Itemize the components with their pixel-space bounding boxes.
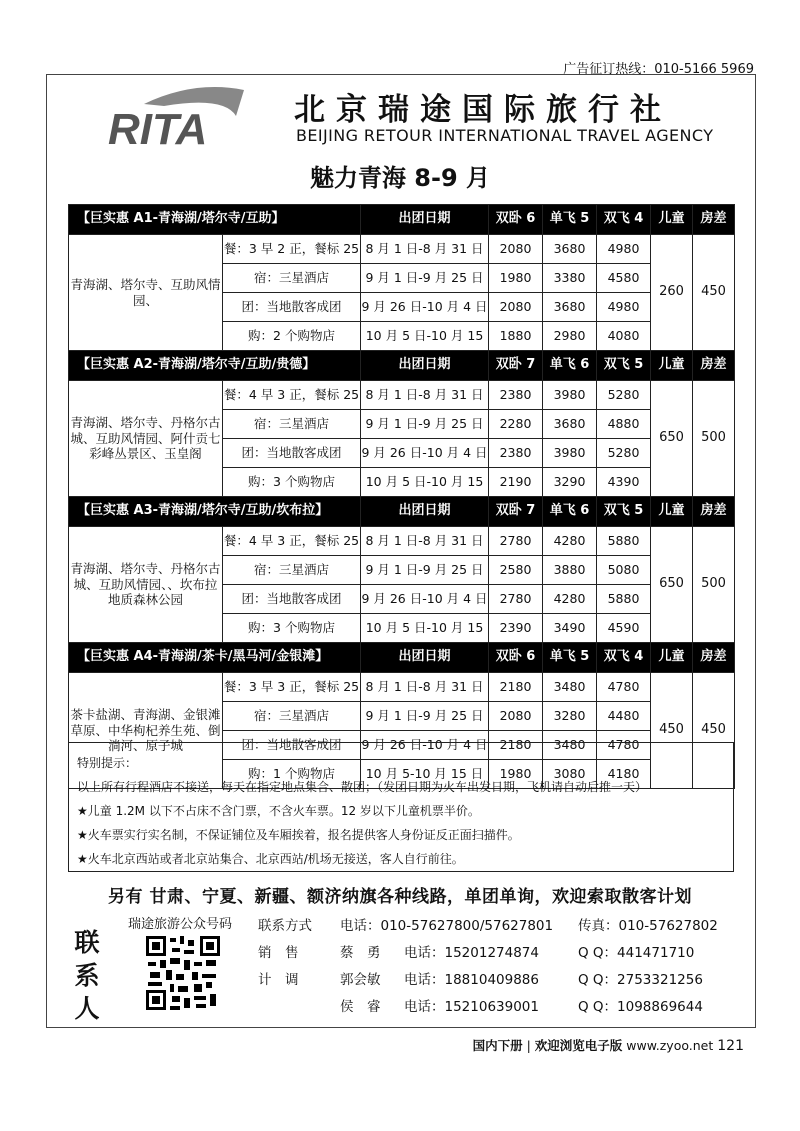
child-header: 儿童	[651, 351, 693, 381]
tour-info: 宿：三星酒店	[223, 264, 361, 293]
room-header: 房差	[693, 205, 735, 235]
tour-info: 团：当地散客成团	[223, 585, 361, 614]
contact-qq: Q Q：1098869644	[578, 999, 703, 1015]
price-cell: 4180	[597, 760, 651, 789]
price-cell: 2380	[489, 439, 543, 468]
price-cell: 2080	[489, 702, 543, 731]
price-header: 双卧 7	[489, 497, 543, 527]
contact-fax: 传真：010-57627802	[578, 918, 718, 934]
depart-date: 9 月 1 日-9 月 25 日	[361, 264, 489, 293]
contact-method-label: 联系方式	[258, 918, 312, 934]
price-header: 单飞 5	[543, 205, 597, 235]
child-header: 儿童	[651, 497, 693, 527]
note-line: ★儿童 1.2M 以下不占床不含门票，不含火车票。12 岁以下儿童机票半价。	[77, 804, 480, 818]
price-header: 双卧 6	[489, 205, 543, 235]
price-cell: 3880	[543, 556, 597, 585]
price-cell: 3480	[543, 673, 597, 702]
date-header: 出团日期	[361, 205, 489, 235]
tour-places: 青海湖、塔尔寺、丹格尔古城、互助风情园、、坎布拉地质森林公园	[69, 527, 223, 643]
tour-info: 团：当地散客成团	[223, 731, 361, 760]
price-cell: 4280	[543, 527, 597, 556]
tour-name: 【巨实惠 A3-青海湖/塔尔寺/互助/坎布拉】	[69, 497, 361, 527]
price-cell: 1980	[489, 760, 543, 789]
contact-qq: Q Q：441471710	[578, 945, 695, 961]
footer-site: www.zyoo.net	[626, 1038, 714, 1053]
contact-tel: 电话：15201274874	[404, 945, 539, 961]
room-diff: 450	[693, 235, 735, 351]
price-cell: 4590	[597, 614, 651, 643]
tour-name: 【巨实惠 A4-青海湖/茶卡/黑马河/金银滩】	[69, 643, 361, 673]
price-cell: 1880	[489, 322, 543, 351]
price-header: 双飞 5	[597, 497, 651, 527]
depart-date: 10 月 5-10 月 15 日	[361, 760, 489, 789]
room-header: 房差	[693, 497, 735, 527]
price-cell: 5280	[597, 439, 651, 468]
child-header: 儿童	[651, 643, 693, 673]
price-cell: 5880	[597, 527, 651, 556]
contact-phone: 电话：010-57627800/57627801	[340, 918, 554, 934]
child-price: 450	[651, 673, 693, 789]
price-cell: 5080	[597, 556, 651, 585]
price-cell: 2080	[489, 293, 543, 322]
tour-name: 【巨实惠 A2-青海湖/塔尔寺/互助/贵德】	[69, 351, 361, 381]
tour-info: 餐：4 早 3 正，餐标 25	[223, 527, 361, 556]
tour-info: 餐：4 早 3 正，餐标 25	[223, 381, 361, 410]
price-cell: 4980	[597, 235, 651, 264]
contact-name: 蔡 勇	[340, 945, 381, 961]
agency-name-en: BEIJING RETOUR INTERNATIONAL TRAVEL AGENCY	[296, 126, 714, 145]
tour-info: 餐：3 早 2 正，餐标 25	[223, 235, 361, 264]
price-cell: 4480	[597, 702, 651, 731]
price-cell: 2780	[489, 527, 543, 556]
depart-date: 10 月 5 日-10 月 15	[361, 614, 489, 643]
price-cell: 4980	[597, 293, 651, 322]
price-header: 单飞 6	[543, 497, 597, 527]
price-cell: 5880	[597, 585, 651, 614]
notes-title: 特别提示：	[77, 756, 138, 770]
tour-info: 团：当地散客成团	[223, 439, 361, 468]
note-line: ★火车票实行实名制，不保证铺位及车厢挨着，报名提供客人身份证反正面扫描件。	[77, 828, 520, 842]
footer-section: 国内下册	[472, 1038, 523, 1053]
tour-name: 【巨实惠 A1-青海湖/塔尔寺/互助】	[69, 205, 361, 235]
date-header: 出团日期	[361, 351, 489, 381]
depart-date: 8 月 1 日-8 月 31 日	[361, 527, 489, 556]
room-header: 房差	[693, 643, 735, 673]
price-cell: 4880	[597, 410, 651, 439]
contact-role: 销 售	[258, 945, 299, 961]
price-cell: 2390	[489, 614, 543, 643]
tour-info: 购：3 个购物店	[223, 614, 361, 643]
price-cell: 3380	[543, 264, 597, 293]
footer-slogan: 欢迎浏览电子版	[534, 1038, 623, 1053]
contact-name: 侯 睿	[340, 999, 381, 1015]
contact-tel: 电话：15210639001	[404, 999, 539, 1015]
price-cell: 3680	[543, 235, 597, 264]
depart-date: 8 月 1 日-8 月 31 日	[361, 381, 489, 410]
price-cell: 2380	[489, 381, 543, 410]
price-cell: 2980	[543, 322, 597, 351]
depart-date: 9 月 1 日-9 月 25 日	[361, 702, 489, 731]
ad-hotline: 广告征订热线：010-5166 5969	[563, 62, 754, 77]
price-cell: 3980	[543, 439, 597, 468]
price-cell: 3080	[543, 760, 597, 789]
price-cell: 4780	[597, 673, 651, 702]
price-cell: 3980	[543, 381, 597, 410]
promo-banner: 另有 甘肃、宁夏、新疆、额济纳旗各种线路，单团单询，欢迎索取散客计划	[108, 887, 692, 907]
price-cell: 2180	[489, 731, 543, 760]
room-diff: 500	[693, 381, 735, 497]
price-cell: 4390	[597, 468, 651, 497]
contact-name: 郭会敏	[340, 972, 381, 988]
page-number: 121	[717, 1038, 744, 1054]
table-row	[69, 527, 735, 556]
depart-date: 9 月 1 日-9 月 25 日	[361, 556, 489, 585]
price-cell: 2190	[489, 468, 543, 497]
price-cell: 3480	[543, 731, 597, 760]
depart-date: 8 月 1 日-8 月 31 日	[361, 673, 489, 702]
note-line: 以上所有行程酒店不接送，每天在指定地点集合、散团；（发团日期为火车出发日期，飞机请自动后推一天）	[77, 780, 648, 794]
price-cell: 4280	[543, 585, 597, 614]
price-cell: 5280	[597, 381, 651, 410]
tour-info: 购：2 个购物店	[223, 322, 361, 351]
price-header: 双飞 4	[597, 205, 651, 235]
room-diff: 500	[693, 527, 735, 643]
depart-date: 10 月 5 日-10 月 15	[361, 322, 489, 351]
price-cell: 3680	[543, 293, 597, 322]
qr-label: 瑞途旅游公众号码	[128, 917, 233, 932]
tour-header-row	[69, 205, 735, 235]
tour-info: 宿：三星酒店	[223, 702, 361, 731]
note-line: ★火车北京西站或者北京站集合、北京西站/机场无接送，客人自行前往。	[77, 852, 464, 866]
price-cell: 4780	[597, 731, 651, 760]
price-cell: 4080	[597, 322, 651, 351]
price-cell: 2580	[489, 556, 543, 585]
child-header: 儿童	[651, 205, 693, 235]
price-cell: 3490	[543, 614, 597, 643]
contact-tel: 电话：18810409886	[404, 972, 539, 988]
price-header: 双卧 6	[489, 643, 543, 673]
room-diff: 450	[693, 673, 735, 789]
qr-code-icon	[144, 934, 222, 1012]
date-header: 出团日期	[361, 643, 489, 673]
price-cell: 2180	[489, 673, 543, 702]
table-row	[69, 673, 735, 702]
child-price: 650	[651, 381, 693, 497]
price-cell: 4580	[597, 264, 651, 293]
table-row	[69, 235, 735, 264]
price-cell: 3290	[543, 468, 597, 497]
table-row	[69, 381, 735, 410]
tour-places: 茶卡盐湖、青海湖、金银滩草原、中华枸杞养生苑、倒淌河、原子城	[69, 673, 223, 789]
depart-date: 10 月 5 日-10 月 15	[361, 468, 489, 497]
tour-header-row	[69, 497, 735, 527]
tour-info: 宿：三星酒店	[223, 410, 361, 439]
room-header: 房差	[693, 351, 735, 381]
page-footer: 国内下册 | 欢迎浏览电子版 www.zyoo.net 121	[472, 1038, 744, 1054]
price-header: 双飞 5	[597, 351, 651, 381]
price-cell: 2280	[489, 410, 543, 439]
child-price: 260	[651, 235, 693, 351]
depart-date: 8 月 1 日-8 月 31 日	[361, 235, 489, 264]
depart-date: 9 月 26 日-10 月 4 日	[361, 731, 489, 760]
depart-date: 9 月 26 日-10 月 4 日	[361, 439, 489, 468]
contact-qq: Q Q：2753321256	[578, 972, 703, 988]
logo-text: RITA	[108, 105, 208, 152]
tour-info: 团：当地散客成团	[223, 293, 361, 322]
depart-date: 9 月 1 日-9 月 25 日	[361, 410, 489, 439]
contact-label: 联系人	[74, 928, 100, 1023]
price-cell: 2780	[489, 585, 543, 614]
price-cell: 3680	[543, 410, 597, 439]
price-header: 单飞 6	[543, 351, 597, 381]
child-price: 650	[651, 527, 693, 643]
depart-date: 9 月 26 日-10 月 4 日	[361, 585, 489, 614]
tour-info: 购：3 个购物店	[223, 468, 361, 497]
tour-places: 青海湖、塔尔寺、丹格尔古城、互助风情园、阿什贡七彩峰丛景区、玉皇阁	[69, 381, 223, 497]
price-cell: 3280	[543, 702, 597, 731]
tour-info: 购：1 个购物店	[223, 760, 361, 789]
price-header: 双飞 4	[597, 643, 651, 673]
tour-price-table	[68, 204, 735, 789]
price-header: 双卧 7	[489, 351, 543, 381]
price-cell: 2080	[489, 235, 543, 264]
date-header: 出团日期	[361, 497, 489, 527]
agency-name-cn: 北京瑞途国际旅行社	[294, 92, 672, 128]
tour-header-row	[69, 643, 735, 673]
tour-info: 餐：3 早 3 正，餐标 25	[223, 673, 361, 702]
special-notes	[68, 742, 734, 872]
tour-places: 青海湖、塔尔寺、互助风情园、	[69, 235, 223, 351]
rita-logo	[104, 82, 254, 152]
contact-role: 计 调	[258, 972, 299, 988]
price-header: 单飞 5	[543, 643, 597, 673]
depart-date: 9 月 26 日-10 月 4 日	[361, 293, 489, 322]
price-cell: 1980	[489, 264, 543, 293]
tour-header-row	[69, 351, 735, 381]
page-title: 魅力青海 8-9 月	[309, 164, 491, 192]
tour-info: 宿：三星酒店	[223, 556, 361, 585]
